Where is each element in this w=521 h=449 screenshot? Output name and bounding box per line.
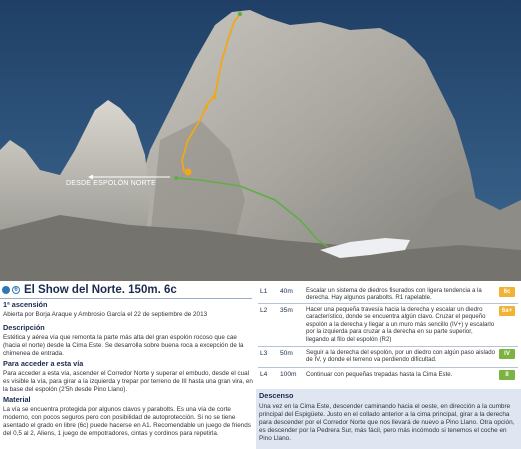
route-number-badge: 6	[12, 286, 20, 294]
pitch-description: Continuar con pequeñas trepadas hasta la Cima Este.	[306, 371, 453, 378]
belay-r3	[204, 106, 208, 110]
pitch-description: Escalar un sistema de diedros fisurados con ligera tendencia a la derecha. Hay algunos parabolts. R1 rapelable.	[306, 287, 482, 302]
pitch-grade-badge: 6a+	[499, 306, 515, 316]
descent-heading: Descenso	[259, 391, 294, 400]
pitch-length: 50m	[280, 350, 293, 357]
photo-location-label: DESDE ESPOLÓN NORTE	[66, 180, 157, 187]
approach-heading: Para acceder a esta vía	[3, 359, 84, 368]
gear-text: La vía se encuentra protegida por algunos clavos y parabolts. Es una vía de corte moderno, con pocos seguros pero con posibilidad de autoprotección. Si no se tiene asentado el grado en libre (6c) puede hacerse en A1. Recomendable un juego de friends del 0,5 al 2, Aliens, 1 juego de empotradores, cintas y cordinos para repetirla.	[3, 406, 251, 437]
summit-marker	[238, 12, 242, 16]
pitch-grade-badge: II	[499, 370, 515, 380]
pitch-grade-badge: 6c	[499, 287, 515, 297]
start-marker	[174, 176, 178, 180]
pitch-row	[258, 286, 518, 302]
pitch-id: L2	[260, 307, 268, 314]
descent-box	[256, 389, 521, 449]
pitch-row	[258, 369, 518, 383]
descent-text: Una vez en la Cima Este, descender caminando hacia el oeste, en dirección a la cumbre principal del Espigüete. Justo en el collado anterior a la cima principal, girar a la derecha para descender por el Corredor Norte que nos llevará de nuevo a Pino Llano. Otra opción, es descender por la Pedrera Sur, más fácil, pero más incómodo si tenemos el coche en Pino Llano.	[259, 403, 515, 443]
description-text: Estética y aérea vía que remonta la parte más alta del gran espolón rocoso que cae (hacia el norte) desde la Cima Este. Se desarrolla sobre buena roca a excepción de la chimenea de entrada.	[3, 334, 244, 357]
difficulty-dot-icon	[2, 286, 10, 294]
route-info-column	[0, 283, 256, 449]
belay-r1	[185, 169, 192, 176]
row-divider	[258, 367, 518, 368]
gear-heading: Material	[3, 395, 31, 404]
belay-r2	[212, 95, 216, 99]
route-title: El Show del Norte. 150m. 6c	[24, 284, 177, 296]
pitch-length: 40m	[280, 288, 293, 295]
pitch-grade-badge: IV	[499, 349, 515, 359]
pitch-id: L1	[260, 288, 268, 295]
divider	[0, 298, 252, 299]
pitch-length: 100m	[280, 371, 297, 378]
description-heading: Descripción	[3, 323, 45, 332]
pitch-id: L3	[260, 350, 268, 357]
approach-text: Para acceder a esta vía, ascender el Corredor Norte y superar el embudo, desde el cual es visible la vía, para girar a la izquierda y trepar por terreno de III hasta una gran vira, en la base del espolón (2'5h desde Pino Llano).	[3, 370, 253, 393]
row-divider	[258, 303, 518, 304]
pitch-id: L4	[260, 371, 268, 378]
first-ascent-heading: 1ª ascensión	[3, 300, 48, 309]
pitch-description: Hacer una pequeña travesía hacia la derecha y escalar un diedro característico, donde se encuentra algún clavo. Cruzar el pequeño espolón a la derecha y llegar a un muro más sencillo (IV+) y escalarlo por la izquierda para cruzar a la derecha en su parte superior, llegando al filo del espolón (R2)	[306, 306, 495, 343]
pitch-row	[258, 305, 518, 345]
first-ascent-text: Abierta por Borja Araque y Ambrosio García el 22 de septiembre de 2013	[3, 311, 208, 318]
row-divider	[258, 346, 518, 347]
pitch-description: Seguir a la derecha del espolón, por un diedro con algún paso aislado de IV, y donde el terreno va perdiendo dificultad.	[306, 349, 496, 364]
route-header	[0, 283, 256, 297]
pitch-row	[258, 348, 518, 366]
pitch-length: 35m	[280, 307, 293, 314]
